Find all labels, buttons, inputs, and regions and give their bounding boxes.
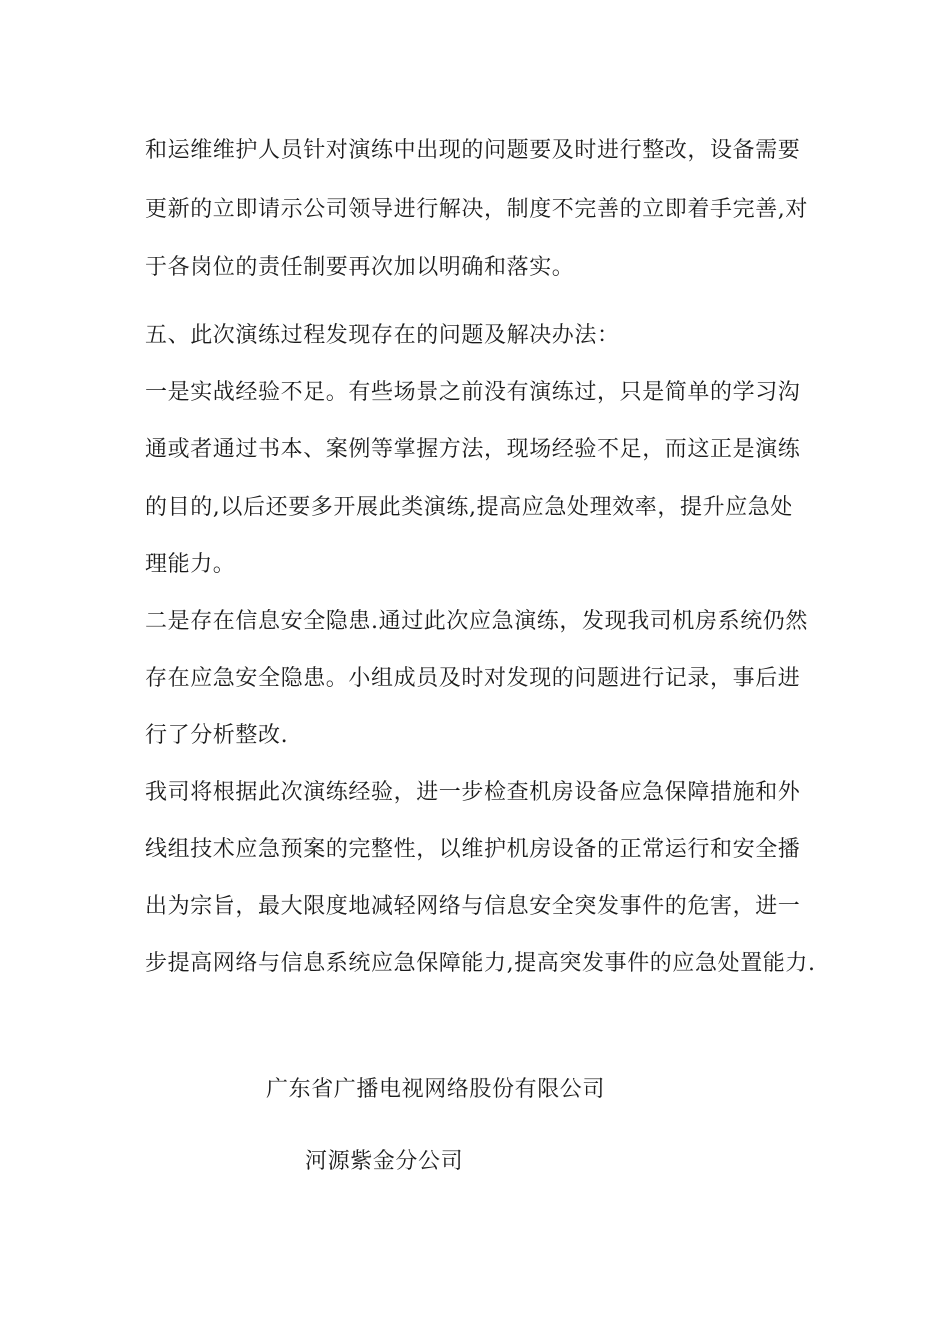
paragraph-1-line-3: 于各岗位的责任制要再次加以明确和落实。	[145, 255, 575, 280]
paragraph-1-line-1: 和运维维护人员针对演练中出现的问题要及时进行整改，设备需要	[145, 138, 801, 163]
paragraph-3-line-1: 二是存在信息安全隐患.通过此次应急演练，发现我司机房系统仍然	[145, 609, 808, 634]
paragraph-2-line-1: 一是实战经验不足。有些场景之前没有演练过，只是简单的学习沟	[145, 380, 801, 405]
paragraph-4-line-4: 步提高网络与信息系统应急保障能力,提高突发事件的应急处置能力.	[145, 951, 816, 976]
paragraph-4-line-2: 线组技术应急预案的完整性，以维护机房设备的正常运行和安全播	[145, 837, 801, 862]
paragraph-2-line-3: 的目的,以后还要多开展此类演练,提高应急处理效率，提升应急处	[145, 495, 793, 520]
paragraph-4-line-3: 出为宗旨，最大限度地减轻网络与信息安全突发事件的危害，进一	[145, 894, 801, 919]
paragraph-4-line-1: 我司将根据此次演练经验，进一步检查机房设备应急保障措施和外	[145, 780, 801, 805]
paragraph-3-line-2: 存在应急安全隐患。小组成员及时对发现的问题进行记录，事后进	[145, 666, 801, 691]
paragraph-2-line-2: 通或者通过书本、案例等掌握方法，现场经验不足，而这正是演练	[145, 437, 801, 462]
signature-company: 广东省广播电视网络股份有限公司	[266, 1077, 606, 1102]
paragraph-1-line-2: 更新的立即请示公司领导进行解决，制度不完善的立即着手完善,对	[145, 197, 808, 222]
signature-branch: 河源紫金分公司	[305, 1149, 464, 1174]
section-heading: 五、此次演练过程发现存在的问题及解决办法：	[145, 323, 620, 348]
paragraph-3-line-3: 行了分析整改.	[145, 723, 289, 748]
paragraph-2-line-4: 理能力。	[145, 552, 236, 577]
